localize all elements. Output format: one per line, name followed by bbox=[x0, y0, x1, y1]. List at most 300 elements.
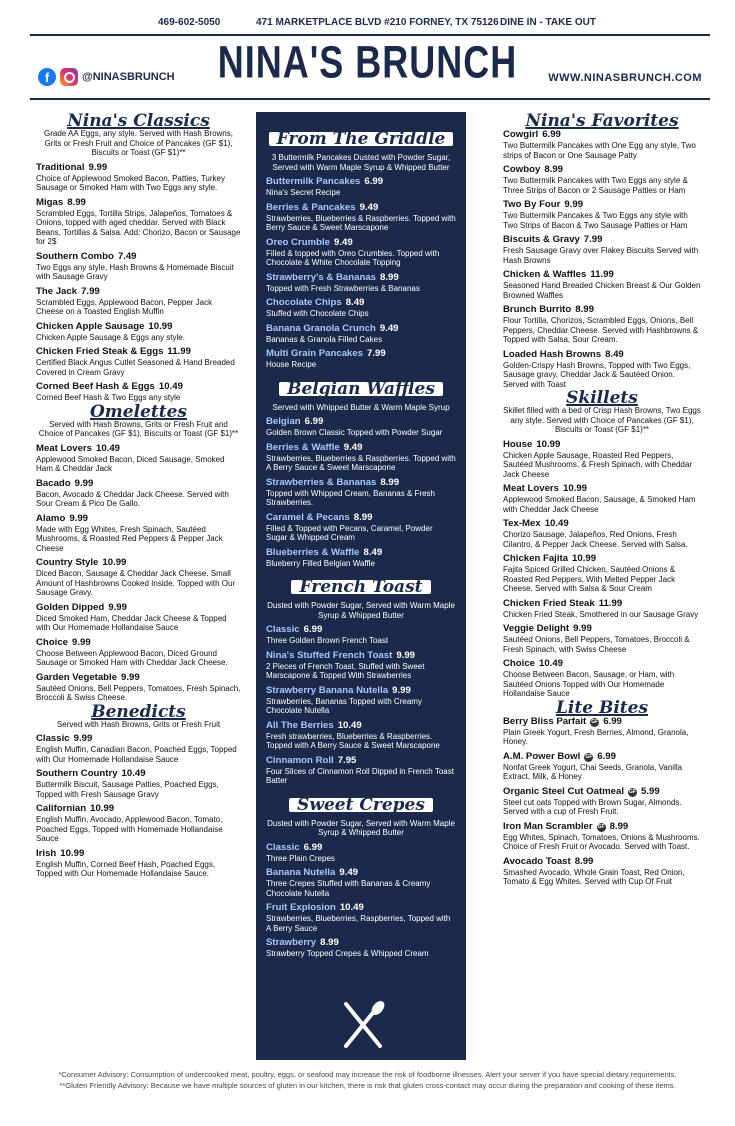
menu-item-description: Golden Brown Classic Topped with Powder Sugar bbox=[266, 428, 443, 437]
mid-griddle-heading-wrap bbox=[266, 128, 456, 149]
menu-item-header bbox=[266, 720, 456, 732]
menu-item-name: Strawberry bbox=[266, 937, 317, 948]
menu-item bbox=[503, 518, 701, 549]
menu-item-name: Garden Vegetable bbox=[36, 671, 118, 683]
menu-item-header bbox=[36, 513, 241, 525]
menu-item-header bbox=[36, 443, 241, 455]
right-skillets-heading: Skillets bbox=[566, 388, 638, 408]
menu-item-header bbox=[503, 658, 701, 670]
menu-item-price: 10.99 bbox=[148, 320, 173, 332]
menu-item bbox=[503, 234, 701, 265]
menu-item-description: Chorizo Sausage, Jalapeños, Red Onions, Fresh Cilantro, & Pepper Jack Cheese. Served with Salsa. bbox=[503, 530, 688, 549]
menu-item-header bbox=[503, 716, 701, 728]
menu-item-description: Flour Tortilla, Chorizos, Scrambled Eggs, Onions, Bell Peppers, Cheddar Cheese. Served with Hashbrowns & Topped with Salsa, Sour Cream. bbox=[503, 316, 699, 344]
menu-item-name: Buttermilk Pancakes bbox=[266, 176, 361, 187]
menu-item-name: Berries & Pancakes bbox=[266, 201, 356, 213]
menu-item-name: Bacado bbox=[36, 477, 71, 489]
menu-item-name: Two By Four bbox=[503, 199, 561, 210]
menu-item-price: 10.99 bbox=[572, 553, 597, 564]
menu-item-description: Fresh strawberries, Blueberries & Raspberries. Topped with A Berry Sauce & Sweet Marscapone bbox=[266, 731, 440, 750]
menu-item-header bbox=[266, 237, 456, 249]
menu-item-price: 9.99 bbox=[392, 684, 411, 696]
menu-item bbox=[503, 623, 701, 654]
menu-item-header bbox=[266, 416, 456, 428]
menu-item-description: Applewood Smoked Bacon, Diced Sausage, Smoked Ham & Cheddar Jack bbox=[36, 454, 225, 473]
menu-item-header bbox=[503, 164, 701, 176]
menu-item-price: 8.99 bbox=[380, 476, 400, 488]
menu-item-name: Choice bbox=[36, 636, 68, 648]
menu-item-price: 9.99 bbox=[121, 671, 140, 683]
menu-item bbox=[266, 547, 456, 569]
menu-item bbox=[503, 304, 701, 345]
menu-item-name: Southern Combo bbox=[36, 250, 114, 262]
gluten-free-badge: GF bbox=[597, 823, 605, 830]
menu-item-name: Chicken Fried Steak & Eggs bbox=[36, 346, 164, 357]
menu-item bbox=[36, 346, 241, 377]
website-link[interactable]: WWW.NINASBRUNCH.COM bbox=[548, 72, 702, 84]
menu-item-description: English Muffin, Corned Beef Hash, Poached Eggs, Topped with Our Homemade Hollandaise Sauce. bbox=[36, 859, 216, 878]
menu-item-header bbox=[266, 323, 456, 335]
menu-item bbox=[36, 251, 241, 282]
menu-item-header bbox=[36, 733, 241, 745]
middle-column bbox=[256, 112, 466, 1060]
menu-item-description: Strawberry Topped Crepes & Whipped Cream bbox=[266, 949, 429, 958]
menu-item-header bbox=[36, 381, 241, 393]
menu-item-name: Traditional bbox=[36, 161, 85, 173]
menu-item-name: Tex-Mex bbox=[503, 518, 541, 529]
menu-item-price: 6.99 bbox=[597, 750, 616, 762]
menu-item bbox=[266, 272, 456, 294]
menu-item-price: 9.99 bbox=[73, 733, 93, 744]
menu-item-header bbox=[36, 321, 241, 333]
menu-item-description: Four Slices of Cinnamon Roll Dipped in French Toast Batter bbox=[266, 766, 454, 785]
menu-item bbox=[266, 842, 456, 864]
menu-item-header bbox=[266, 202, 456, 214]
left-classics-subtitle: Grade AA Eggs, any style. Served with Hash Browns, Grits or Fresh Fruit and Choice of Pancakes (GF $1), Biscuits or Toast (GF $1)** bbox=[44, 129, 233, 157]
mid-crepes-subtitle: Dusted with Powder Sugar, Served with Warm Maple Syrup & Whipped Butter bbox=[267, 818, 455, 837]
menu-item bbox=[266, 902, 456, 933]
menu-item-header bbox=[503, 786, 701, 798]
menu-item-price: 8.99 bbox=[320, 937, 339, 948]
menu-item-header bbox=[266, 512, 456, 524]
mid-toast-heading-wrap bbox=[266, 576, 456, 597]
menu-item-name: Belgian bbox=[266, 416, 301, 427]
menu-item-header bbox=[503, 304, 701, 316]
menu-item-name: Cinnamon Roll bbox=[266, 754, 334, 766]
menu-item-price: 6.99 bbox=[303, 841, 323, 853]
mid-waffles-subtitle: Served with Whipped Butter & Warm Maple Syrup bbox=[272, 402, 450, 412]
menu-item-description: Three Crepes Stuffed with Bananas & Creamy Chocolate Nutella bbox=[266, 879, 431, 898]
menu-item bbox=[266, 867, 456, 898]
menu-item bbox=[503, 553, 701, 594]
menu-item-price: 8.99 bbox=[353, 511, 373, 523]
menu-item-header bbox=[503, 199, 701, 211]
menu-item-header bbox=[36, 768, 241, 780]
menu-item bbox=[36, 602, 241, 633]
menu-item-header bbox=[36, 637, 241, 649]
menu-item-price: 9.99 bbox=[74, 477, 94, 489]
menu-item bbox=[503, 821, 701, 852]
menu-item-price: 9.99 bbox=[69, 512, 89, 524]
menu-item-description: Topped with Whipped Cream, Bananas & Fresh Strawberries. bbox=[266, 488, 435, 507]
menu-item-header bbox=[503, 269, 701, 281]
menu-item-name: The Jack bbox=[36, 285, 78, 297]
menu-item-name: Organic Steel Cut Oatmeal bbox=[503, 785, 625, 797]
menu-item-description: Choice of Applewood Smoked Bacon, Patties, Turkey Sausage or Smoked Ham with Two Eggs any style. bbox=[36, 173, 225, 192]
menu-item-price: 10.99 bbox=[90, 803, 115, 814]
menu-item-name: Chicken Fried Steak bbox=[503, 597, 595, 609]
menu-item bbox=[36, 557, 241, 598]
menu-item-header bbox=[266, 685, 456, 697]
menu-item-name: Chicken & Waffles bbox=[503, 269, 587, 280]
menu-item bbox=[503, 856, 701, 887]
menu-item-description: Certified Black Angus Cutlet Seasoned & Hand Breaded Covered in Cream Gravy bbox=[36, 358, 235, 377]
menu-item-price: 11.99 bbox=[167, 346, 191, 357]
menu-item bbox=[266, 416, 456, 438]
menu-item-description: Chicken Apple Sausage, Roasted Red Peppers, Sautéed Mushrooms, & Fresh Spinach, with Cheddar Jack Cheese bbox=[503, 450, 692, 479]
menu-item bbox=[266, 512, 456, 543]
menu-item bbox=[503, 786, 701, 817]
menu-item-description: Seasoned Hand Breaded Chicken Breast & Our Golden Browned Waffles bbox=[503, 281, 701, 300]
menu-item-description: Filled & Topped with Pecans, Caramel, Powder Sugar & Whipped Cream bbox=[266, 523, 433, 542]
menu-item-name: Blueberries & Waffle bbox=[266, 546, 360, 558]
menu-item-description: Strawberries, Bananas Topped with Creamy Chocolate Nutella bbox=[266, 696, 422, 715]
gluten-free-badge: GF bbox=[591, 718, 599, 725]
menu-item-price: 8.99 bbox=[575, 304, 594, 315]
menu-item-description: Sautéed Onions, Bell Peppers, Tomatoes, Fresh Spinach, Broccoli & Swiss Cheese. bbox=[36, 683, 241, 702]
menu-item-price: 8.49 bbox=[345, 297, 365, 308]
menu-item-name: Country Style bbox=[36, 557, 99, 568]
menu-item-name: Biscuits & Gravy bbox=[503, 234, 580, 245]
mid-crepes-heading: Sweet Crepes bbox=[289, 798, 433, 812]
menu-item-price: 10.49 bbox=[339, 902, 364, 913]
menu-item-header bbox=[266, 272, 456, 284]
menu-item-name: Migas bbox=[36, 196, 64, 208]
menu-item-header bbox=[266, 624, 456, 636]
menu-item-name: A.M. Power Bowl bbox=[503, 750, 581, 762]
mid-griddle-heading: From The Griddle bbox=[269, 132, 454, 146]
menu-item-name: Oreo Crumble bbox=[266, 236, 330, 248]
menu-item bbox=[36, 848, 241, 879]
menu-item-price: 9.99 bbox=[573, 623, 592, 634]
menu-item-name: Banana Granola Crunch bbox=[266, 322, 376, 334]
menu-item-price: 10.99 bbox=[60, 847, 85, 859]
menu-item bbox=[36, 733, 241, 764]
menu-item-header bbox=[266, 547, 456, 559]
menu-item-header bbox=[503, 553, 701, 565]
left-benedicts-subtitle: Served with Hash Browns, Grits or Fresh Fruit bbox=[56, 719, 221, 729]
menu-item-name: Berries & Waffle bbox=[266, 441, 340, 453]
menu-item-description: Blueberry Filled Belgian Waffle bbox=[266, 558, 375, 568]
menu-item-header bbox=[266, 650, 456, 662]
menu-item-price: 8.99 bbox=[67, 196, 86, 208]
menu-item-name: Cowboy bbox=[503, 164, 541, 175]
menu-item bbox=[266, 442, 456, 473]
menu-item-price: 10.99 bbox=[562, 483, 587, 494]
menu-item-name: Fruit Explosion bbox=[266, 902, 336, 913]
menu-item-header bbox=[503, 751, 701, 763]
menu-item bbox=[266, 685, 456, 716]
menu-item-price: 9.49 bbox=[379, 322, 399, 334]
menu-item bbox=[36, 478, 241, 509]
menu-item bbox=[266, 937, 456, 959]
menu-item bbox=[36, 286, 241, 317]
menu-item-header bbox=[266, 297, 456, 309]
menu-item-description: Plain Greek Yogurt, Fresh Berries, Almond, Granola, Honey. bbox=[503, 727, 689, 746]
menu-item-description: Fresh Sausage Gravy over Flakey Biscuits Served with Hash Browns bbox=[503, 246, 699, 265]
menu-item-price: 9.99 bbox=[108, 601, 127, 613]
menu-item-price: 11.99 bbox=[598, 597, 623, 609]
menu-item-description: English Muffin, Avocado, Applewood Bacon, Tomato, Poached Eggs, Topped with Homemade Hollandaise Sauce bbox=[36, 815, 223, 843]
menu-item bbox=[503, 751, 701, 782]
menu-item-description: Made with Egg Whites, Fresh Spinach, Sautéed Mushrooms, & Roasted Red Peppers & Pepper Jack Cheese bbox=[36, 524, 223, 553]
left-benedicts-heading: Benedicts bbox=[91, 701, 186, 722]
menu-item-description: Bananas & Granola Filled Cakes bbox=[266, 334, 383, 344]
menu-item-description: Two Eggs any style, Hash Browns & Homemade Biscuit with Sausage Gravy bbox=[36, 262, 234, 281]
menu-item bbox=[36, 672, 241, 703]
menu-item-name: Irish bbox=[36, 847, 57, 859]
menu-item bbox=[503, 199, 701, 230]
menu-item-header bbox=[503, 349, 701, 361]
menu-item-price: 6.99 bbox=[542, 129, 561, 140]
menu-item-price: 10.49 bbox=[158, 381, 183, 392]
menu-item-name: Cowgirl bbox=[503, 129, 539, 140]
menu-item-price: 7.49 bbox=[117, 250, 137, 262]
menu-item-name: Southern Country bbox=[36, 768, 118, 779]
menu-item-description: Strawberries, Blueberries & Raspberries. Topped with A Berry Sauce & Sweet Marscapone bbox=[266, 453, 456, 472]
menu-item-header bbox=[266, 867, 456, 879]
menu-item-description: Topped with Fresh Strawberries & Bananas bbox=[266, 283, 420, 293]
menu-item-price: 9.99 bbox=[88, 161, 108, 173]
phone-number[interactable]: 469-602-5050 bbox=[158, 17, 221, 28]
menu-item bbox=[266, 348, 456, 370]
menu-item-description: Filled & topped with Oreo Crumbles. Topped with Chocolate & White Chocolate Topping bbox=[266, 248, 440, 267]
menu-item bbox=[503, 439, 701, 480]
menu-item-description: Sautéed Onions, Bell Peppers, Tomatoes, Broccoli & Fresh Spinach, with Swiss Cheese bbox=[503, 635, 690, 654]
menu-item bbox=[266, 323, 456, 345]
menu-item-header bbox=[36, 478, 241, 490]
menu-item-description: Chicken Apple Sausage & Eggs any style. bbox=[36, 332, 185, 342]
menu-item bbox=[36, 321, 241, 343]
menu-item-name: Alamo bbox=[36, 512, 66, 524]
menu-item-description: Steel cut oats Topped with Brown Sugar, Almonds. Served with a cup of Fresh Fruit. bbox=[503, 797, 682, 816]
menu-item-name: Avocado Toast bbox=[503, 855, 571, 867]
menu-item-price: 10.49 bbox=[95, 442, 120, 454]
menu-item-price: 7.99 bbox=[367, 348, 386, 359]
menu-item-description: Scrambled Eggs, Applewood Bacon, Pepper Jack Cheese on a Toasted English Muffin bbox=[36, 297, 213, 316]
menu-item bbox=[503, 716, 701, 747]
menu-item bbox=[266, 237, 456, 268]
menu-item-name: Banana Nutella bbox=[266, 867, 336, 878]
menu-item-description: Golden-Crispy Hash Browns, Topped with Two Eggs, Sausage gravy, Cheddar Jack & Sautéed Onion. Served with Toast bbox=[503, 360, 691, 389]
menu-item-description: Diced Smoked Ham, Cheddar Jack Cheese & Topped with Our Homemade Hollandaise Sauce bbox=[36, 613, 227, 632]
menu-item-price: 9.99 bbox=[564, 199, 584, 210]
menu-item-name: Multi Grain Pancakes bbox=[266, 348, 364, 359]
menu-item-price: 6.99 bbox=[364, 176, 384, 187]
menu-item-header bbox=[266, 902, 456, 914]
menu-item-description: Choose Between Bacon, Sausage, or Ham, with Sautéed Onions Topped with Our Homemade Hollandaise Sauce bbox=[503, 670, 675, 698]
header-divider bbox=[30, 98, 710, 100]
menu-item bbox=[36, 381, 241, 403]
menu-item-header bbox=[503, 439, 701, 451]
menu-item-name: Golden Dipped bbox=[36, 601, 105, 613]
menu-item-price: 8.99 bbox=[380, 271, 399, 283]
menu-item-name: House bbox=[503, 438, 533, 450]
right-lite-heading: Lite Bites bbox=[555, 697, 649, 718]
menu-item-price: 9.49 bbox=[359, 201, 379, 213]
menu-item-description: Strawberries, Blueberries, Raspberries, Topped with A Berry Sauce bbox=[266, 914, 451, 933]
menu-item-price: 10.49 bbox=[121, 768, 146, 779]
menu-item-header bbox=[36, 346, 241, 358]
menu-item-description: Corned Beef Hash & Two Eggs any style bbox=[36, 393, 181, 402]
left-omelettes-heading: Omelettes bbox=[90, 401, 187, 422]
instagram-icon[interactable] bbox=[60, 68, 78, 86]
menu-item bbox=[36, 768, 241, 799]
menu-item bbox=[266, 477, 456, 508]
menu-item bbox=[36, 443, 241, 474]
menu-item-description: Three Plain Crepes bbox=[266, 853, 335, 863]
menu-item-price: 9.49 bbox=[343, 441, 363, 453]
menu-item-price: 8.99 bbox=[609, 820, 629, 832]
menu-item-name: Caramel & Pecans bbox=[266, 511, 350, 523]
menu-item-description: Three Golden Brown French Toast bbox=[266, 636, 389, 645]
left-classics-heading: Nina's Classics bbox=[67, 111, 210, 131]
menu-item-description: Strawberries, Blueberries & Raspberries. Topped with Berry Sauce & Sweet Marscapone bbox=[266, 213, 456, 232]
menu-item-price: 6.99 bbox=[603, 715, 622, 727]
menu-item-description: Two Buttermilk Pancakes & Two Eggs any style with Two Strips of Bacon & Two Sausage Patties or Ham bbox=[503, 211, 688, 230]
menu-item-name: Veggie Delight bbox=[503, 623, 570, 634]
menu-item-description: House Recipe bbox=[266, 360, 317, 369]
menu-item-price: 10.49 bbox=[539, 658, 564, 669]
service-type: DINE IN - TAKE OUT bbox=[500, 17, 596, 28]
social-handle[interactable]: @NINASBRUNCH bbox=[82, 71, 175, 83]
footer-advisories bbox=[10, 1070, 725, 1090]
menu-item-name: Chocolate Chips bbox=[266, 297, 342, 308]
menu-item-name: Classic bbox=[266, 841, 300, 853]
menu-item bbox=[503, 164, 701, 195]
menu-item-header bbox=[503, 623, 701, 635]
menu-item bbox=[266, 650, 456, 681]
mid-toast-subtitle: Dusted with Powder Sugar, Served with Warm Maple Syrup & Whipped Butter bbox=[267, 601, 455, 620]
menu-item bbox=[266, 755, 456, 786]
menu-item-name: Chicken Apple Sausage bbox=[36, 320, 145, 332]
menu-item bbox=[503, 598, 701, 620]
menu-item-header bbox=[266, 477, 456, 489]
menu-item-name: Classic bbox=[36, 733, 70, 744]
menu-item-description: English Muffin, Canadian Bacon, Poached Eggs, Topped with Our Homemade Hollandaise Sauce bbox=[36, 745, 237, 764]
menu-item bbox=[266, 297, 456, 319]
menu-item-name: Berry Bliss Parfait bbox=[503, 715, 587, 727]
mid-waffles-heading: Belgian Waffles bbox=[279, 382, 443, 396]
menu-item-name: Iron Man Scrambler bbox=[503, 820, 593, 832]
menu-item-price: 6.99 bbox=[304, 416, 324, 427]
menu-item-price: 7.95 bbox=[337, 754, 357, 766]
menu-item-description: Choose Between Applewood Bacon, Diced Ground Sausage or Smoked Ham with Cheddar Jack Cheese. bbox=[36, 648, 228, 667]
menu-item bbox=[503, 483, 701, 514]
menu-item-price: 7.99 bbox=[583, 234, 603, 245]
menu-item-name: Chicken Fajita bbox=[503, 553, 569, 564]
menu-item-description: Buttermilk Biscuit, Sausage Patties, Poached Eggs, Topped with Fresh Sausage Gravy bbox=[36, 780, 219, 799]
menu-item bbox=[503, 129, 701, 160]
menu-item-description: Nina's Secret Recipe bbox=[266, 188, 341, 197]
mid-crepes-heading-wrap bbox=[266, 794, 456, 815]
gluten-free-badge: GF bbox=[629, 788, 636, 795]
mid-griddle-subtitle: 3 Buttermilk Pancakes Dusted with Powder Sugar, Served with Warm Maple Syrup & Whipped Butter bbox=[271, 153, 451, 172]
menu-item-name: Classic bbox=[266, 624, 300, 635]
menu-item-description: Smashed Avocado, Whole Grain Toast, Red Onion, Tomato & Egg Whites. Served with Cup Of Fruit bbox=[503, 867, 685, 886]
menu-item-header bbox=[503, 856, 701, 868]
left-column bbox=[36, 112, 241, 883]
menu-item-price: 5.99 bbox=[641, 785, 660, 797]
menu-item-price: 10.49 bbox=[337, 719, 362, 731]
menu-item bbox=[36, 162, 241, 193]
menu-item-price: 6.99 bbox=[303, 624, 323, 635]
menu-item-name: Strawberries & Bananas bbox=[266, 476, 377, 488]
menu-item bbox=[266, 720, 456, 751]
menu-item-description: Fajita Spiced Grilled Chicken, Sautéed Onions & Roasted Red Peppers, With Melted Pepper Jack Cheese. Served with Salsa & Sour Cream bbox=[503, 565, 676, 593]
menu-item-price: 10.99 bbox=[102, 557, 127, 568]
menu-item-description: Nonfat Greek Yogurt, Chai Seeds, Granola, Vanilla Extract, Milk, & Honey bbox=[503, 762, 683, 781]
menu-item bbox=[503, 269, 701, 300]
menu-item bbox=[503, 658, 701, 699]
menu-item-name: Meat Lovers bbox=[36, 442, 92, 454]
menu-item bbox=[503, 349, 701, 390]
menu-item bbox=[36, 513, 241, 554]
menu-item-name: Strawberry's & Bananas bbox=[266, 271, 376, 283]
mid-toast-heading: French Toast bbox=[291, 580, 430, 594]
menu-item bbox=[36, 197, 241, 247]
menu-item bbox=[266, 202, 456, 233]
gluten-advisory: **Gluten Friendly Advisory: Because we have multiple sources of gluten in our kitchen, there is risk that gluten cross-contact may occur during the preparation and cooking of these items. bbox=[59, 1081, 676, 1090]
menu-item bbox=[266, 176, 456, 198]
menu-item-price: 8.99 bbox=[544, 164, 563, 175]
fork-knife-icon bbox=[340, 1000, 386, 1050]
top-info-bar bbox=[30, 14, 710, 34]
menu-item-description: Egg Whites, Spinach, Tomatoes, Onions & Mushrooms. Choice of Fresh Fruit or Avocado. Served with Toast. bbox=[503, 832, 700, 851]
menu-item-description: Bacon, Avocado & Cheddar Jack Cheese. Served with Sour Cream & Pico De Gallo. bbox=[36, 489, 229, 508]
menu-item-header bbox=[266, 755, 456, 767]
menu-item-header bbox=[266, 176, 456, 188]
menu-item-description: Stuffed with Chocolate Chips bbox=[266, 309, 369, 318]
menu-item-name: Meat Lovers bbox=[503, 483, 559, 494]
menu-item-header bbox=[36, 251, 241, 263]
menu-item-price: 9.99 bbox=[72, 636, 91, 648]
menu-item-description: 2 Pieces of French Toast, Stuffed with Sweet Marscapone & Topped With Strawberries bbox=[266, 661, 425, 680]
menu-item-header bbox=[36, 557, 241, 569]
menu-item-price: 9.49 bbox=[339, 867, 358, 878]
menu-item-header bbox=[36, 197, 241, 209]
menu-item-price: 9.49 bbox=[333, 236, 353, 248]
mid-waffles-heading-wrap bbox=[266, 378, 456, 399]
right-column bbox=[503, 112, 701, 891]
right-skillets-subtitle: Skillet filled with a bed of Crisp Hash Browns, Two Eggs any style. Served with Choice of Pancakes (GF $1), Biscuits or Toast (GF $1)** bbox=[503, 406, 701, 434]
right-favorites-heading: Nina's Favorites bbox=[525, 111, 679, 131]
menu-item bbox=[36, 803, 241, 844]
menu-item-header bbox=[503, 518, 701, 530]
gluten-free-badge: GF bbox=[585, 753, 593, 760]
left-omelettes-subtitle: Served with Hash Browns, Grits or Fresh Fruit and Choice of Pancakes (GF $1), Biscuits or Toast (GF $1)** bbox=[38, 419, 239, 438]
menu-item-header bbox=[36, 162, 241, 174]
menu-item-price: 9.99 bbox=[396, 649, 415, 661]
social-links bbox=[38, 68, 175, 86]
menu-item-header bbox=[503, 821, 701, 833]
menu-item-description: Diced Bacon, Sausage & Cheddar Jack Cheese. Small Amount of Hashbrowns Cooked Inside. Topped with Our Sausage Gravy. bbox=[36, 569, 236, 597]
menu-item-name: Loaded Hash Browns bbox=[503, 348, 602, 360]
address: 471 MARKETPLACE BLVD #210 FORNEY, TX 75126 bbox=[256, 17, 499, 28]
facebook-icon[interactable]: f bbox=[38, 68, 56, 86]
menu-item-header bbox=[36, 286, 241, 298]
menu-item-name: Nina's Stuffed French Toast bbox=[266, 649, 393, 661]
